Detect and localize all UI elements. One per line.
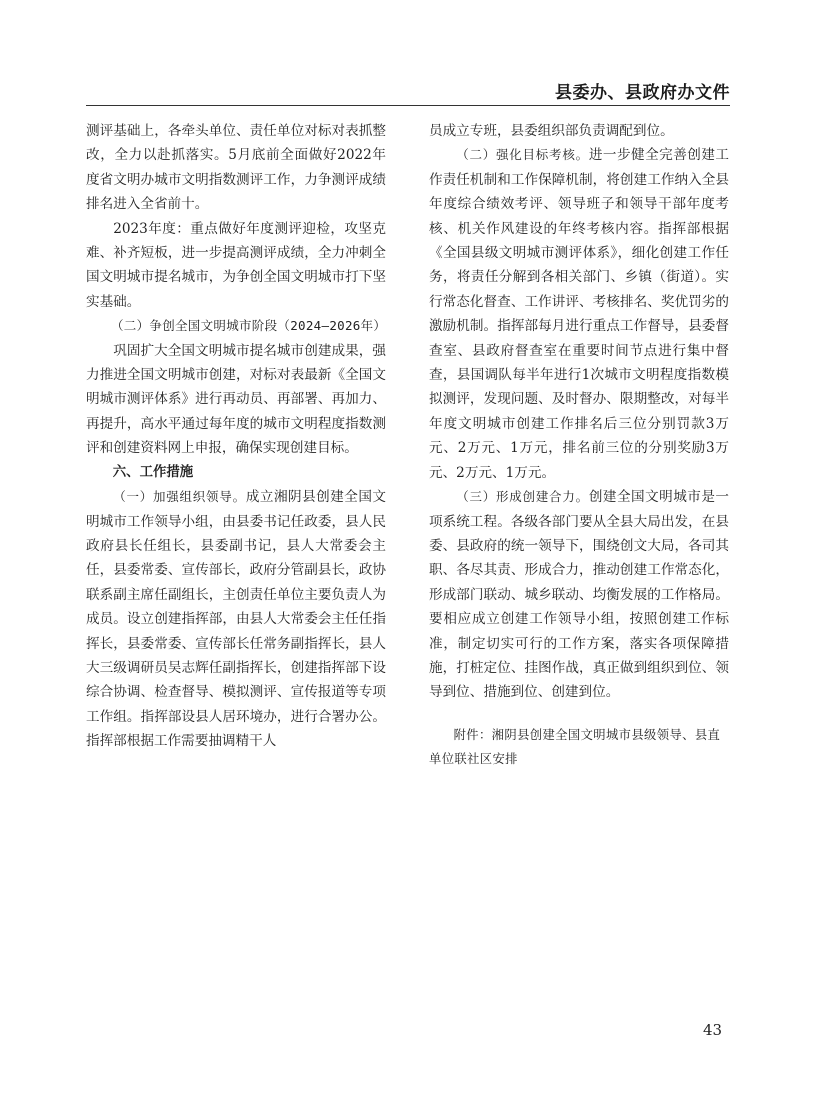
page-header [86, 74, 730, 104]
paragraph-organization [86, 485, 386, 753]
page-number: 43 [703, 1021, 723, 1039]
header-title: 县委办、县政府办文件 [555, 83, 730, 103]
paragraph-2023: 2023年度：重点做好年度测评迎检，攻坚克难、补齐短板，进一步提高测评成绩，全力冲刺全国文明城市提名城市，为争创全国文明城市打下坚实基础。 [86, 220, 386, 310]
lead-organization: （一）加强组织领导。 [113, 489, 246, 505]
header-rule [86, 105, 730, 106]
paragraph-continuation: 测评基础上，各牵头单位、责任单位对标对表抓整改，全力以赴抓落实。5月底前全面做好2022年度省文明办城市文明指数测评工作，力争测评成绩排名进入全省前十。 [86, 123, 386, 213]
body-synergy: 创建全国文明城市是一项系统工程。各级各部门要从全县大局出发，在县委、县政府的统一领导下，围绕创文大局，各司其职、各尽其责、形成合力，推动创建工作常态化，形成部门联动、城乡联动、均衡发展的工作格局。要相应成立创建工作领导小组，按照创建工作标准，制定切实可行的工作方案，落实各项保障措施，打桩定位、挂图作战，真正做到组织到位、领导到位、措施到位、创建到位。 [429, 489, 729, 701]
paragraph-synergy [429, 485, 729, 705]
paragraph-assessment [429, 143, 729, 485]
subheading-phase-two: （二）争创全国文明城市阶段（2024—2026年） [111, 318, 387, 334]
body-organization: 成立湘阴县创建全国文明城市工作领导小组，由县委书记任政委，县人民政府县长任组长，县委副书记，县人大常委会主任，县委常委、宣传部长，政府分管副县长，政协联系副主席任副组长，主创责任单位主要负责人为成员。设立创建指挥部，由县人大常委会主任任指挥长，县委常委、宣传部长任常务副指挥长，县人大三级调研员吴志辉任副指挥长，创建指挥部下设综合协调、检查督导、模拟测评、宣传报道等专项工作组。指挥部设县人居环境办，进行合署办公。指挥部根据工作需要抽调精干人 [86, 489, 386, 750]
body-assessment: 进一步健全完善创建工作责任机制和工作保障机制，将创建工作纳入全县年度综合绩效考评、领导班子和领导干部年度考核、机关作风建设的年终考核内容。指挥部根据《全国县级文明城市测评体系》，细化创建工作任务，将责任分解到各相关部门、乡镇（街道）。实行常态化督查、工作讲评、考核排名、奖优罚劣的激励机制。指挥部每月进行重点工作督导，县委督查室、县政府督查室在重要时间节点进行集中督查，县国调队每半年进行1次城市文明程度指数模拟测评，发现问题、及时督办、限期整改，对每半年度文明城市创建工作排名后三位分别罚款3万元、2万元、1万元，排名前三位的分别奖励3万元、2万元、1万元。 [429, 147, 729, 481]
attachment-note: 附件：湘阴县创建全国文明城市县级领导、县直单位联社区安排 [429, 727, 721, 767]
left-column [86, 119, 386, 754]
right-column [429, 119, 729, 772]
lead-synergy: （三）形成创建合力。 [456, 489, 589, 505]
section-heading-measures: 六、工作措施 [112, 464, 194, 480]
lead-assessment: （二）强化目标考核。 [456, 147, 589, 163]
paragraph-continuation-right: 员成立专班，县委组织部负责调配到位。 [429, 123, 674, 139]
paragraph-phase-two: 巩固扩大全国文明城市提名城市创建成果，强力推进全国文明城市创建，对标对表最新《全国文明城市测评体系》进行再动员、再部署、再加力、再提升，高水平通过每年度的城市文明程度指数测评和创建资料网上申报，确保实现创建目标。 [86, 342, 386, 457]
